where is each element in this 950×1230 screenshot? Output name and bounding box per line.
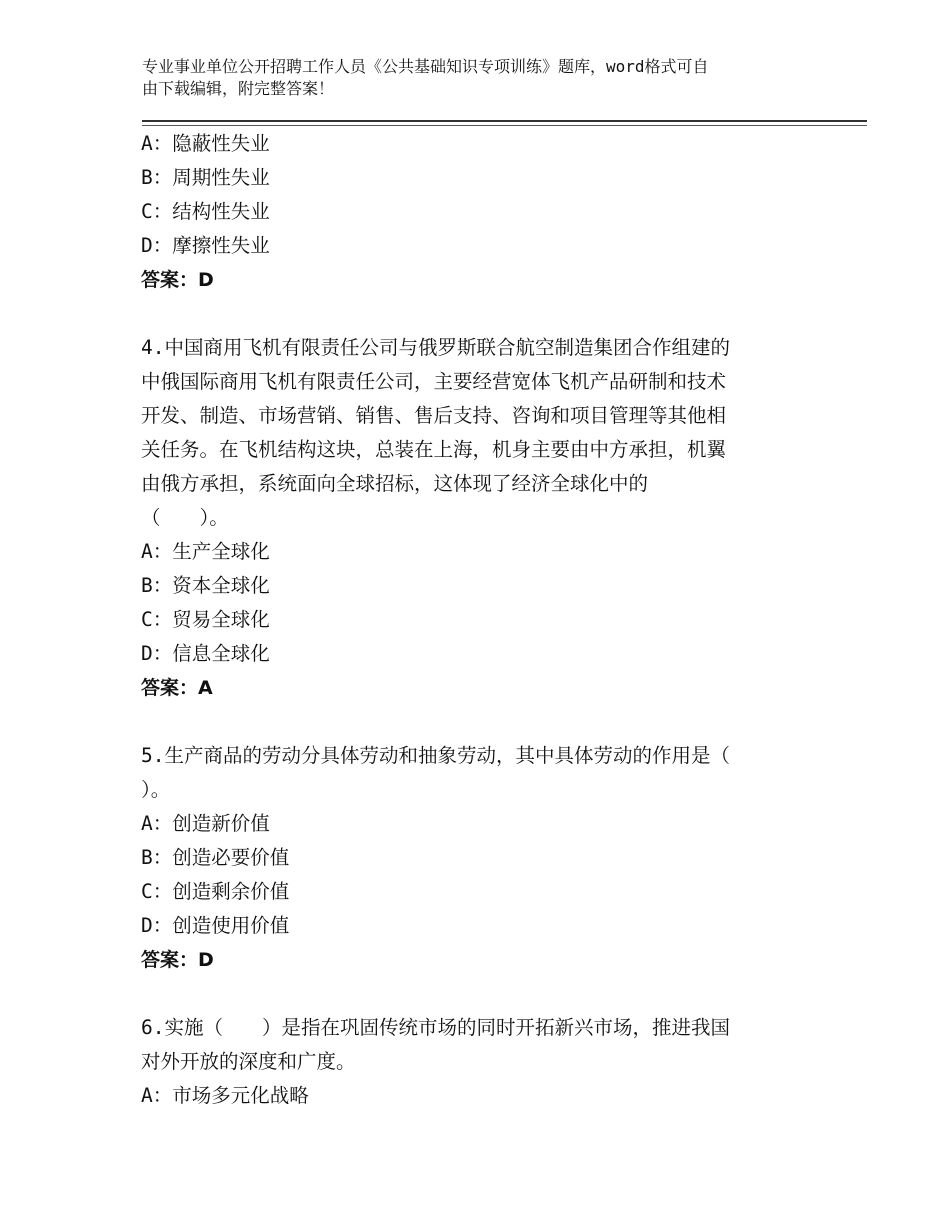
option-a: A：生产全球化 — [141, 540, 270, 563]
question-stem-line: ）。 — [141, 778, 171, 801]
spacer — [141, 977, 801, 1011]
answer-line: 答案：D — [141, 949, 214, 971]
option-a: A：创造新价值 — [141, 812, 270, 835]
option-d: D：摩擦性失业 — [141, 234, 270, 257]
spacer — [141, 297, 801, 331]
option-b: B：资本全球化 — [141, 574, 270, 597]
option-c: C：创造剩余价值 — [141, 880, 290, 903]
option-a: A：市场多元化战略 — [141, 1084, 309, 1107]
question-stem-line: （ ）。 — [141, 506, 229, 529]
option-a: A：隐蔽性失业 — [141, 132, 270, 155]
answer-line: 答案：D — [141, 269, 214, 291]
option-b: B：创造必要价值 — [141, 846, 290, 869]
question-stem-line: 5.生产商品的劳动分具体劳动和抽象劳动，其中具体劳动的作用是（ — [141, 744, 730, 767]
header-rule-thick — [142, 120, 867, 122]
spacer — [141, 705, 801, 739]
question-stem-line: 中俄国际商用飞机有限责任公司，主要经营宽体飞机产品研制和技术 — [141, 370, 727, 393]
option-c: C：贸易全球化 — [141, 608, 270, 631]
option-c: C：结构性失业 — [141, 200, 270, 223]
answer-line: 答案：A — [141, 677, 213, 699]
question-stem-line: 由俄方承担，系统面向全球招标，这体现了经济全球化中的 — [141, 472, 649, 495]
header-rule-thin — [142, 125, 867, 126]
question-stem-line: 6.实施（ ）是指在巩固传统市场的同时开拓新兴市场，推进我国 — [141, 1016, 730, 1039]
question-stem-line: 开发、制造、市场营销、销售、售后支持、咨询和项目管理等其他相 — [141, 404, 727, 427]
question-5 — [141, 739, 801, 977]
question-3 — [141, 127, 801, 297]
option-d: D：创造使用价值 — [141, 914, 290, 937]
header-line-1: 专业事业单位公开招聘工作人员《公共基础知识专项训练》题库，word格式可自 — [142, 57, 709, 76]
question-6 — [141, 1011, 801, 1113]
question-stem-line: 关任务。在飞机结构这块，总装在上海，机身主要由中方承担，机翼 — [141, 438, 727, 461]
option-b: B：周期性失业 — [141, 166, 270, 189]
question-4 — [141, 331, 801, 705]
option-d: D：信息全球化 — [141, 642, 270, 665]
question-content — [141, 127, 801, 1113]
header-line-2: 由下载编辑，附完整答案！ — [142, 79, 335, 98]
page-header — [142, 56, 807, 100]
question-stem-line: 4.中国商用飞机有限责任公司与俄罗斯联合航空制造集团合作组建的 — [141, 336, 730, 359]
question-stem-line: 对外开放的深度和广度。 — [141, 1050, 356, 1073]
